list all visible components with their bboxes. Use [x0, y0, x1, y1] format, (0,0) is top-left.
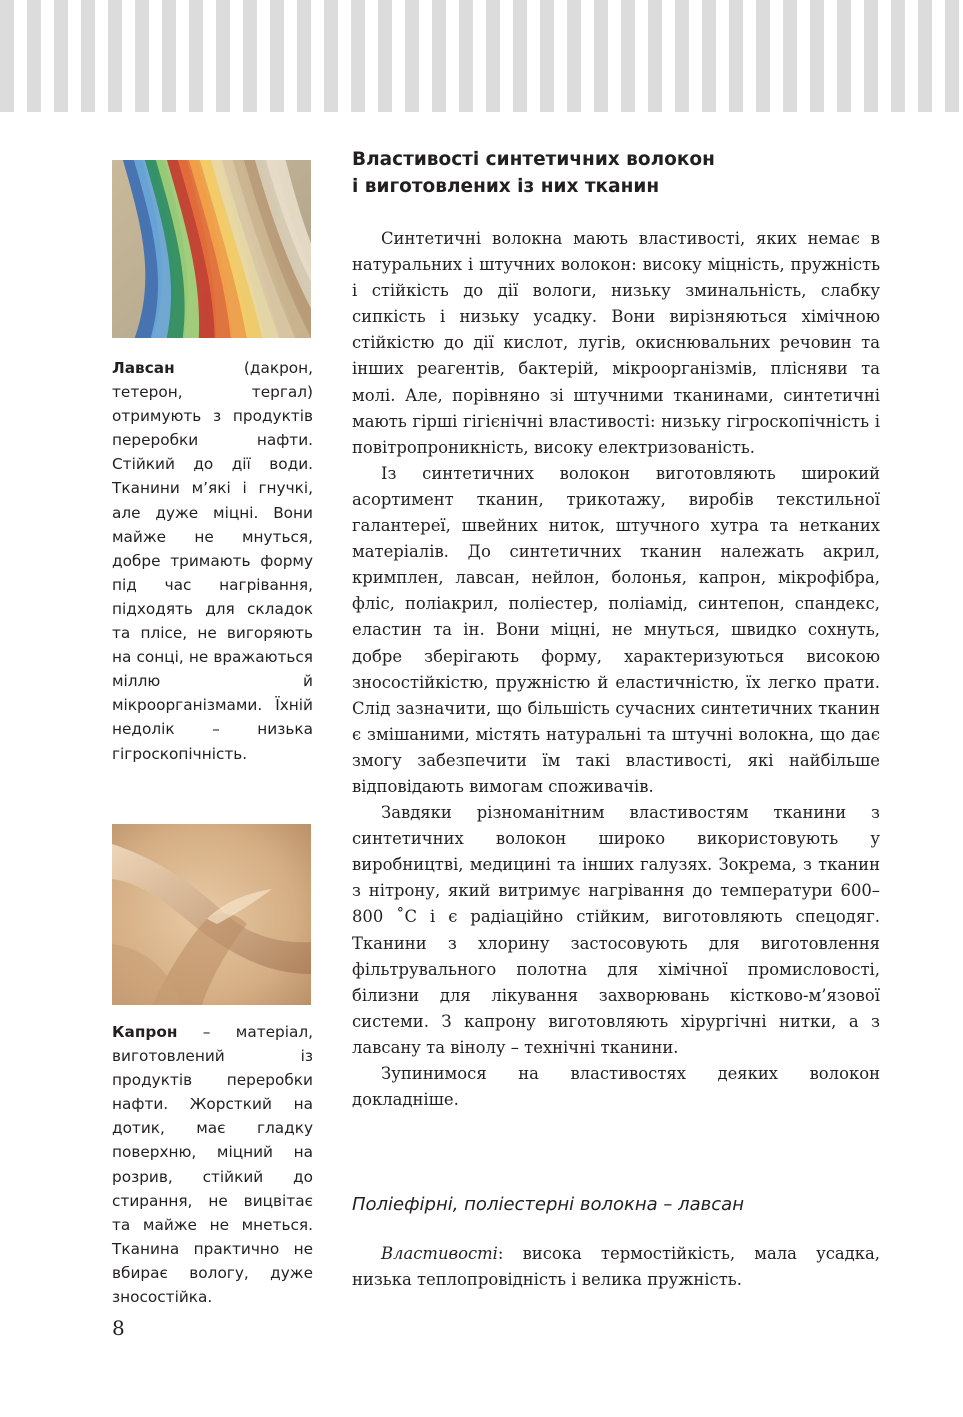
section-heading-line2: і виготовлених із них тканин	[352, 176, 660, 197]
kapron-term: Капрон	[112, 1023, 178, 1041]
draped-fabric-image	[112, 824, 311, 1005]
paragraph-1: Синтетичні волокна мають властивості, яких немає в натуральних і штучних волокон: високу міцність, пружність і стійкість до дії вологи, низьку зминальність, слабку сипкість і низьку усадку. Вони вирізняються хімічною стійкістю до дії кислот, лугів, окиснювальних речовин та інших реагентів, бактерій, мікроорганізмів, плісняви та молі. Але, порівняно зі штучними тканинами, синтетичні мають гірші гігієнічні властивості: низьку гігроскопічність і повітропроникність, високу електризованість.	[352, 229, 880, 457]
lavsan-fabric-photo	[112, 160, 311, 338]
paragraph-4: Зупинимося на властивостях деяких волокон докладніше.	[352, 1064, 880, 1110]
kapron-description: – матеріал, виготовлений із продуктів переробки нафти. Жорсткий на дотик, має гладку поверхню, міцний на розрив, стійкий до стирання, не вицвітає та майже не мнеться. Тканина практично не вбирає вологу, дуже зносостійка.	[112, 1023, 313, 1307]
subsection-heading: Поліефірні, поліестерні волокна – лавсан	[352, 1194, 744, 1215]
fabric-swatches-image	[112, 160, 311, 338]
kapron-caption	[112, 1020, 313, 1309]
main-text	[352, 226, 880, 1113]
properties-label: Властивості	[381, 1244, 498, 1263]
section-heading-line1: Властивості синтетичних волокон	[352, 149, 715, 170]
page-number: 8	[112, 1316, 125, 1340]
paragraph-3: Завдяки різноманітним властивостям тканини з синтетичних волокон широко використовують у виробництві, медицині та інших галузях. Зокрема, з тканин з нітрону, який витримує нагрівання до температури 600–800 ˚С і є радіаційно стійким, виготовляють спецодяг. Тканини з хлорину застосовують для виготовлення фільтрувального полотна для хімічної промисловості, білизни для лікування захворювань кістково-м’язової системи. З капрону виготовляють хірургічні нитки, а з лавсану та вінолу – технічні тканини.	[352, 803, 880, 1057]
lavsan-description: (дакрон, тетерон, тергал) отримують з продуктів переробки нафти. Стійкий до дії води. Тканини м’які і гнучкі, але дуже міцні. Вони майже не мнуться, добре тримають форму під час нагрівання, підходять для складок та плісе, не вигоряють на сонці, не вражаються міллю й мікроорганізмами. Їхній недолік – низька гігроскопічність.	[112, 359, 313, 763]
lavsan-term: Лавсан	[112, 359, 175, 377]
section-heading	[352, 146, 912, 200]
properties-text	[352, 1241, 880, 1293]
lavsan-caption	[112, 356, 313, 766]
paragraph-2: Із синтетичних волокон виготовляють широкий асортимент тканин, трикотажу, виробів текстильної галантереї, швейних ниток, штучного хутра та нетканих матеріалів. До синтетичних тканин належать акрил, кримплен, лавсан, нейлон, болонья, капрон, мікрофібра, фліс, поліакрил, поліестер, поліамід, синтепон, спандекс, еластин та ін. Вони міцні, не мнуться, швидко сохнуть, добре зберігають форму, характеризуються високою зносостійкістю, пружністю й еластичністю, їх легко прати. Слід зазначити, що більшість сучасних синтетичних тканин є змішаними, містять натуральні та штучні волокна, що дає змогу забезпечити їм такі властивості, які найбільше відповідають вимогам споживачів.	[352, 463, 880, 796]
properties-description: : висока термостійкість, мала усадка, низька теплопровідність і велика пружність.	[352, 1244, 880, 1290]
header-stripes-decor	[0, 0, 963, 112]
kapron-fabric-photo	[112, 824, 311, 1005]
